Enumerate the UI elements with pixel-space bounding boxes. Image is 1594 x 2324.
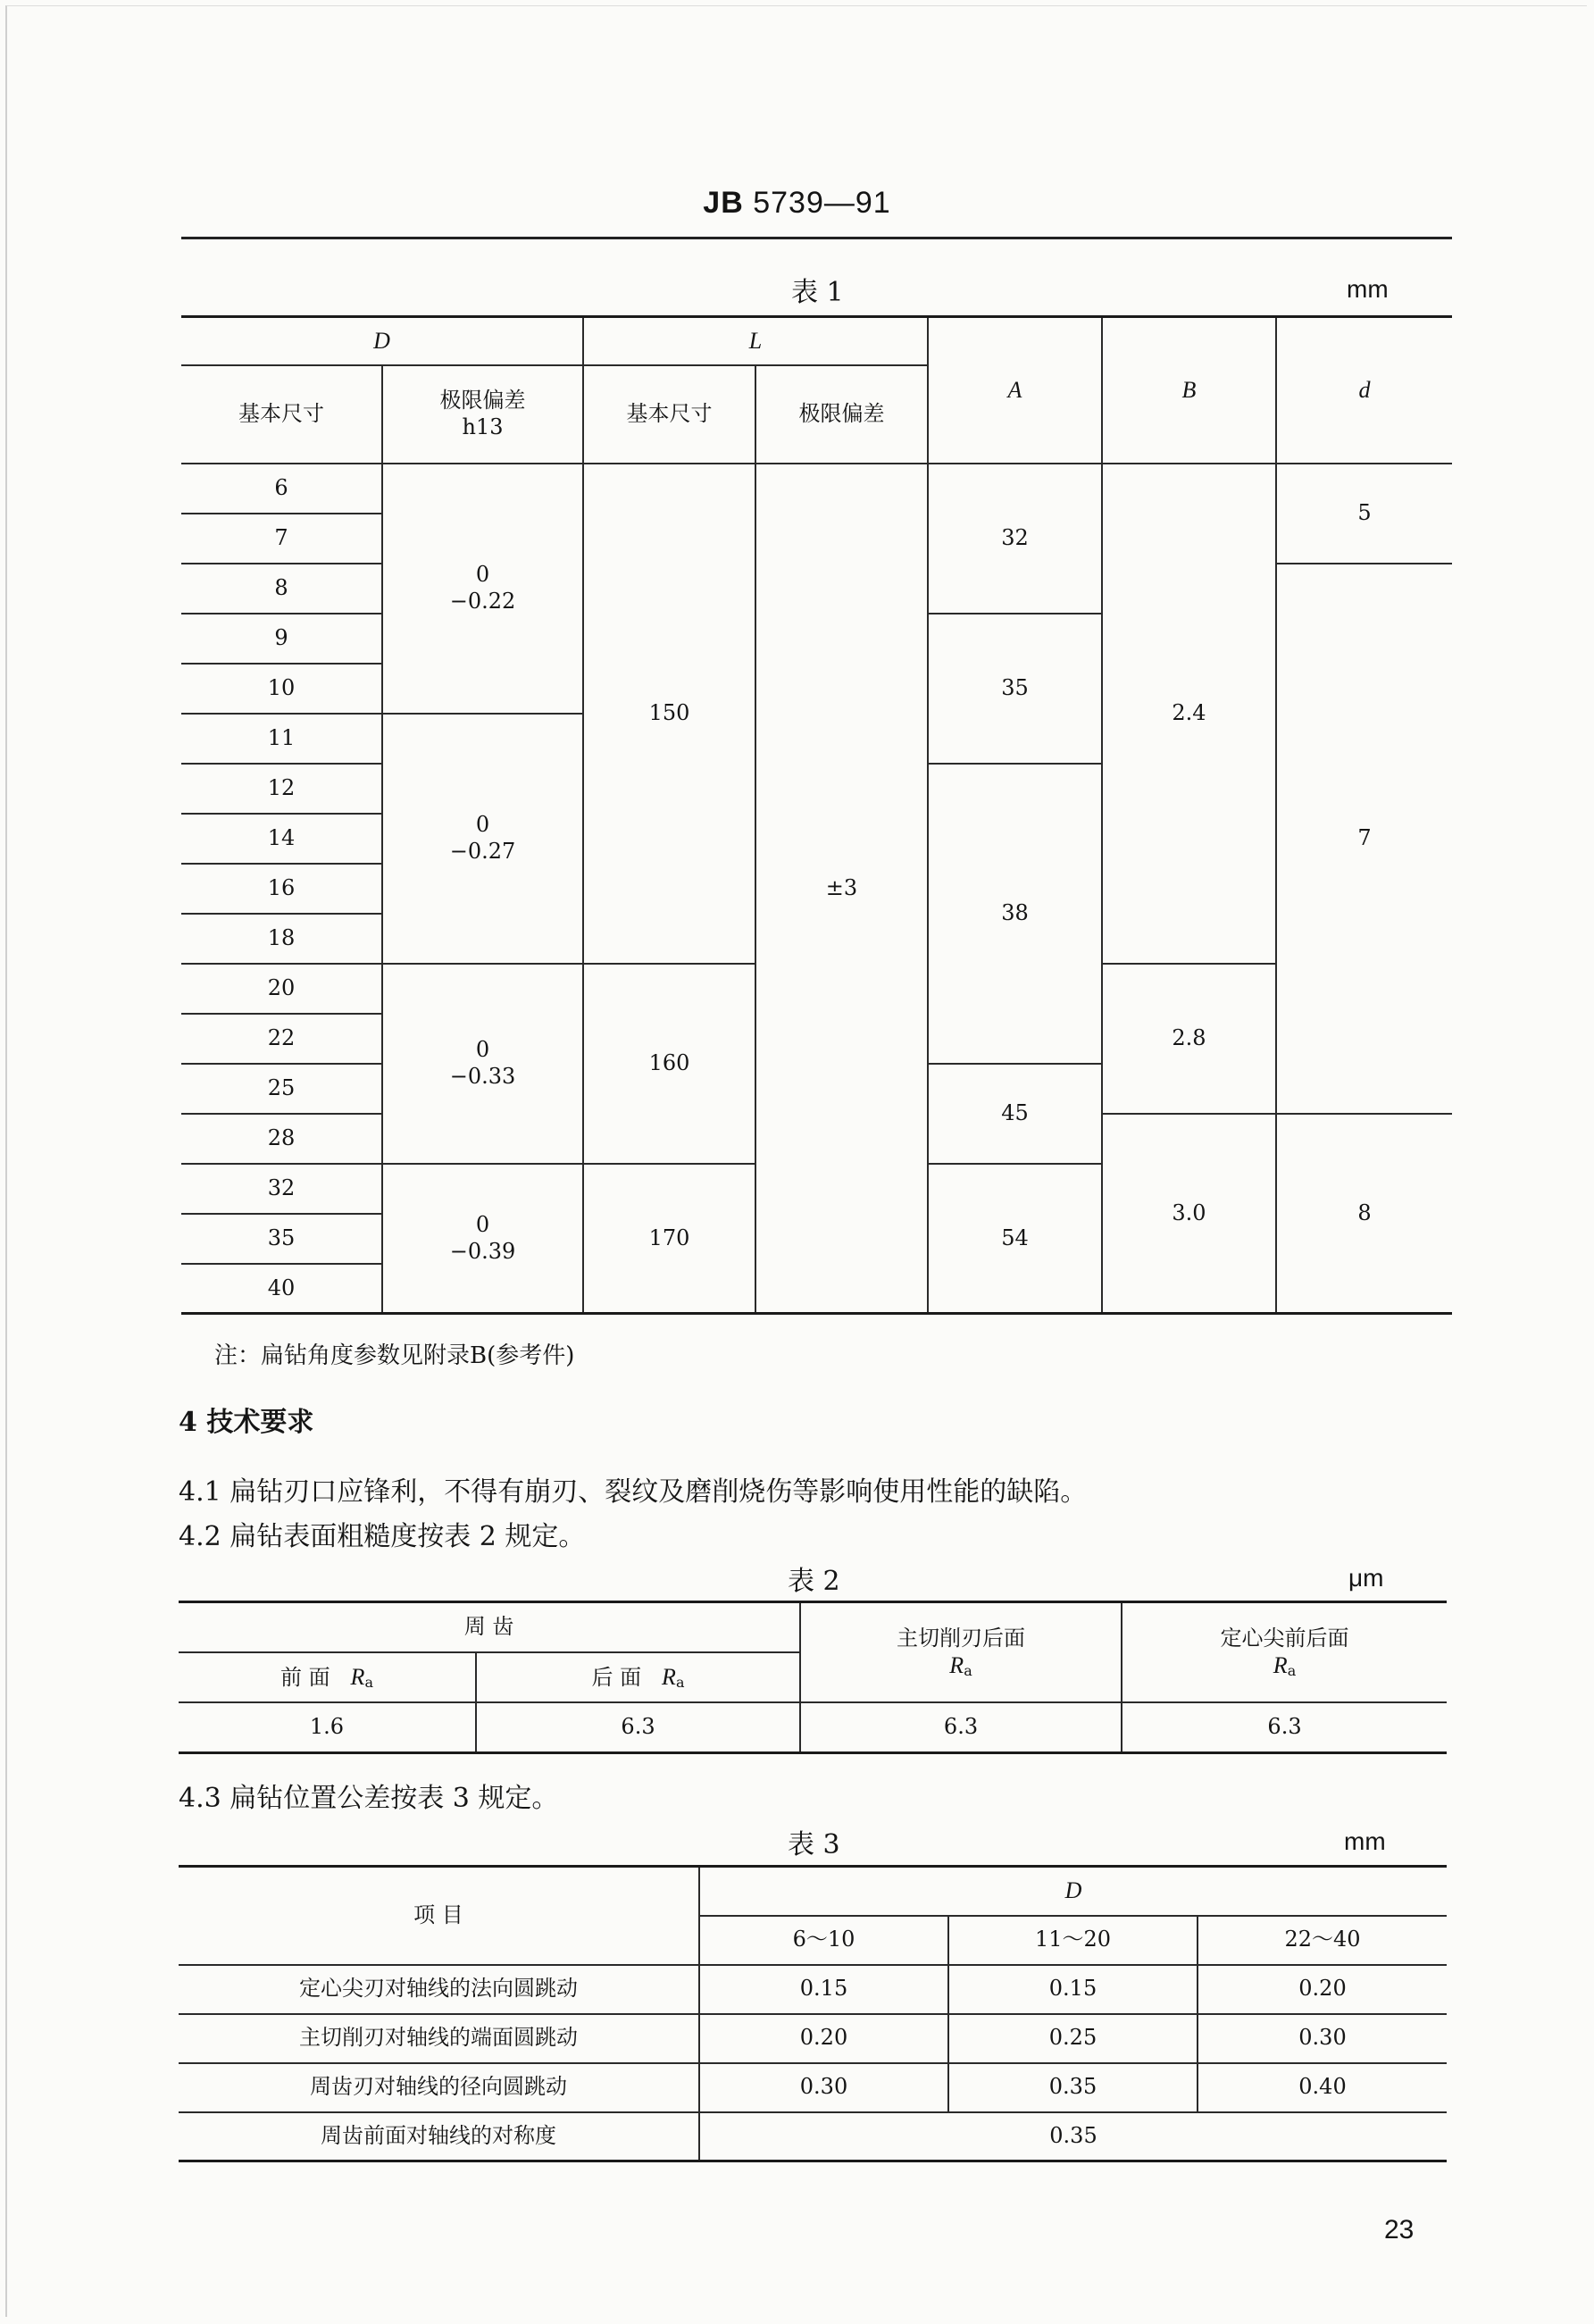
t1-D-value: 11 bbox=[181, 714, 382, 764]
t1-sub-limit-label: 极限偏差 bbox=[439, 387, 526, 413]
t1-L-deviation: ±3 bbox=[755, 464, 928, 1314]
t1-D-value: 12 bbox=[181, 764, 382, 814]
t1-sub-basic: 基本尺寸 bbox=[181, 365, 382, 464]
t1-d-value: 5 bbox=[1276, 464, 1452, 564]
t3-cell: 0.35 bbox=[699, 2112, 1447, 2161]
t1-d-value: 7 bbox=[1276, 564, 1452, 1114]
t1-D-deviation: 0 −0.33 bbox=[382, 964, 583, 1164]
t3-cell: 0.20 bbox=[699, 2014, 948, 2063]
standard-code: JB bbox=[703, 186, 744, 220]
t1-D-value: 22 bbox=[181, 1014, 382, 1064]
t1-sub-L-limit: 极限偏差 bbox=[755, 365, 928, 464]
table3-unit: mm bbox=[1344, 1827, 1386, 1855]
page-number: 23 bbox=[1384, 2215, 1415, 2245]
t1-D-value: 18 bbox=[181, 914, 382, 964]
table2-unit: μm bbox=[1348, 1564, 1384, 1592]
t1-D-deviation: 0 −0.39 bbox=[382, 1164, 583, 1314]
t3-cell: 0.20 bbox=[1198, 1965, 1447, 2014]
table1-caption: 表 1 bbox=[791, 277, 844, 308]
section4-paragraph-2: 4.2 扁钻表面粗糙度按表 2 规定。 bbox=[179, 1521, 586, 1552]
table3 bbox=[179, 1865, 1447, 2162]
t2-value-center-point: 6.3 bbox=[1122, 1702, 1447, 1753]
section4-paragraph-3: 4.3 扁钻位置公差按表 3 规定。 bbox=[179, 1783, 559, 1814]
t1-header-A: A bbox=[928, 317, 1102, 464]
t1-sub-L-basic: 基本尺寸 bbox=[583, 365, 755, 464]
t1-A-value: 38 bbox=[928, 764, 1102, 1064]
t1-header-D: D bbox=[181, 317, 583, 365]
t3-row-item: 周齿刃对轴线的径向圆跳动 bbox=[179, 2063, 699, 2112]
t1-D-value: 20 bbox=[181, 964, 382, 1014]
t2-header-periphery: 周 齿 bbox=[179, 1602, 800, 1652]
t1-D-value: 7 bbox=[181, 514, 382, 564]
t2-value-back: 6.3 bbox=[476, 1702, 800, 1753]
t3-row-item: 主切削刃对轴线的端面圆跳动 bbox=[179, 2014, 699, 2063]
t1-D-value: 10 bbox=[181, 664, 382, 714]
t1-D-deviation: 0 −0.22 bbox=[382, 464, 583, 714]
t1-sub-limit bbox=[382, 365, 583, 464]
t1-A-value: 35 bbox=[928, 614, 1102, 764]
t1-D-value: 32 bbox=[181, 1164, 382, 1214]
t1-D-deviation: 0 −0.27 bbox=[382, 714, 583, 964]
t2-header-main-edge: 主切削刃后面 Ra bbox=[800, 1602, 1122, 1702]
t3-row-item: 定心尖刃对轴线的法向圆跳动 bbox=[179, 1965, 699, 2014]
t3-range: 11～20 bbox=[948, 1916, 1198, 1965]
t2-value-main-edge: 6.3 bbox=[800, 1702, 1122, 1753]
standard-header bbox=[0, 186, 1594, 221]
t1-L-value: 170 bbox=[583, 1164, 755, 1314]
t1-A-value: 54 bbox=[928, 1164, 1102, 1314]
t3-cell: 0.25 bbox=[948, 2014, 1198, 2063]
t3-header-D: D bbox=[699, 1867, 1447, 1916]
section4-title: 4 技术要求 bbox=[179, 1407, 314, 1438]
t1-L-value: 150 bbox=[583, 464, 755, 964]
t1-B-value: 3.0 bbox=[1102, 1114, 1276, 1314]
t3-cell: 0.35 bbox=[948, 2063, 1198, 2112]
table2-caption: 表 2 bbox=[788, 1566, 840, 1597]
table1-note: 注：扁钻角度参数见附录B(参考件) bbox=[214, 1342, 575, 1369]
table1 bbox=[181, 315, 1452, 1315]
t1-D-value: 14 bbox=[181, 814, 382, 864]
t3-cell: 0.15 bbox=[948, 1965, 1198, 2014]
t3-header-item: 项 目 bbox=[179, 1867, 699, 1965]
t2-header-center-point: 定心尖前后面 Ra bbox=[1122, 1602, 1447, 1702]
t3-cell: 0.30 bbox=[1198, 2014, 1447, 2063]
t1-D-value: 25 bbox=[181, 1064, 382, 1114]
table2 bbox=[179, 1601, 1447, 1754]
t1-sub-limit-grade: h13 bbox=[462, 414, 504, 439]
t1-A-value: 32 bbox=[928, 464, 1102, 614]
t3-range: 6～10 bbox=[699, 1916, 948, 1965]
t3-row-item: 周齿前面对轴线的对称度 bbox=[179, 2112, 699, 2161]
t2-header-front: 前 面 Ra bbox=[179, 1652, 476, 1702]
t1-D-value: 40 bbox=[181, 1264, 382, 1314]
t1-D-value: 9 bbox=[181, 614, 382, 664]
table3-caption: 表 3 bbox=[788, 1829, 840, 1860]
t1-D-value: 35 bbox=[181, 1214, 382, 1264]
t1-L-value: 160 bbox=[583, 964, 755, 1164]
section4-paragraph-1: 4.1 扁钻刃口应锋利，不得有崩刃、裂纹及磨削烧伤等影响使用性能的缺陷。 bbox=[179, 1476, 1088, 1508]
t3-cell: 0.15 bbox=[699, 1965, 948, 2014]
standard-number: 5739—91 bbox=[753, 186, 891, 220]
t3-range: 22～40 bbox=[1198, 1916, 1447, 1965]
t1-D-value: 8 bbox=[181, 564, 382, 614]
header-rule bbox=[181, 237, 1452, 239]
t2-value-front: 1.6 bbox=[179, 1702, 476, 1753]
t1-header-d: d bbox=[1276, 317, 1452, 464]
t1-D-value: 28 bbox=[181, 1114, 382, 1164]
table1-unit: mm bbox=[1347, 275, 1389, 303]
t1-D-value: 16 bbox=[181, 864, 382, 914]
t1-A-value: 45 bbox=[928, 1064, 1102, 1164]
t1-B-value: 2.4 bbox=[1102, 464, 1276, 964]
t1-header-B: B bbox=[1102, 317, 1276, 464]
t3-cell: 0.30 bbox=[699, 2063, 948, 2112]
t1-d-value: 8 bbox=[1276, 1114, 1452, 1314]
t1-B-value: 2.8 bbox=[1102, 964, 1276, 1114]
t1-D-value: 6 bbox=[181, 464, 382, 514]
t1-header-L: L bbox=[583, 317, 928, 365]
t2-header-back: 后 面 Ra bbox=[476, 1652, 800, 1702]
t3-cell: 0.40 bbox=[1198, 2063, 1447, 2112]
